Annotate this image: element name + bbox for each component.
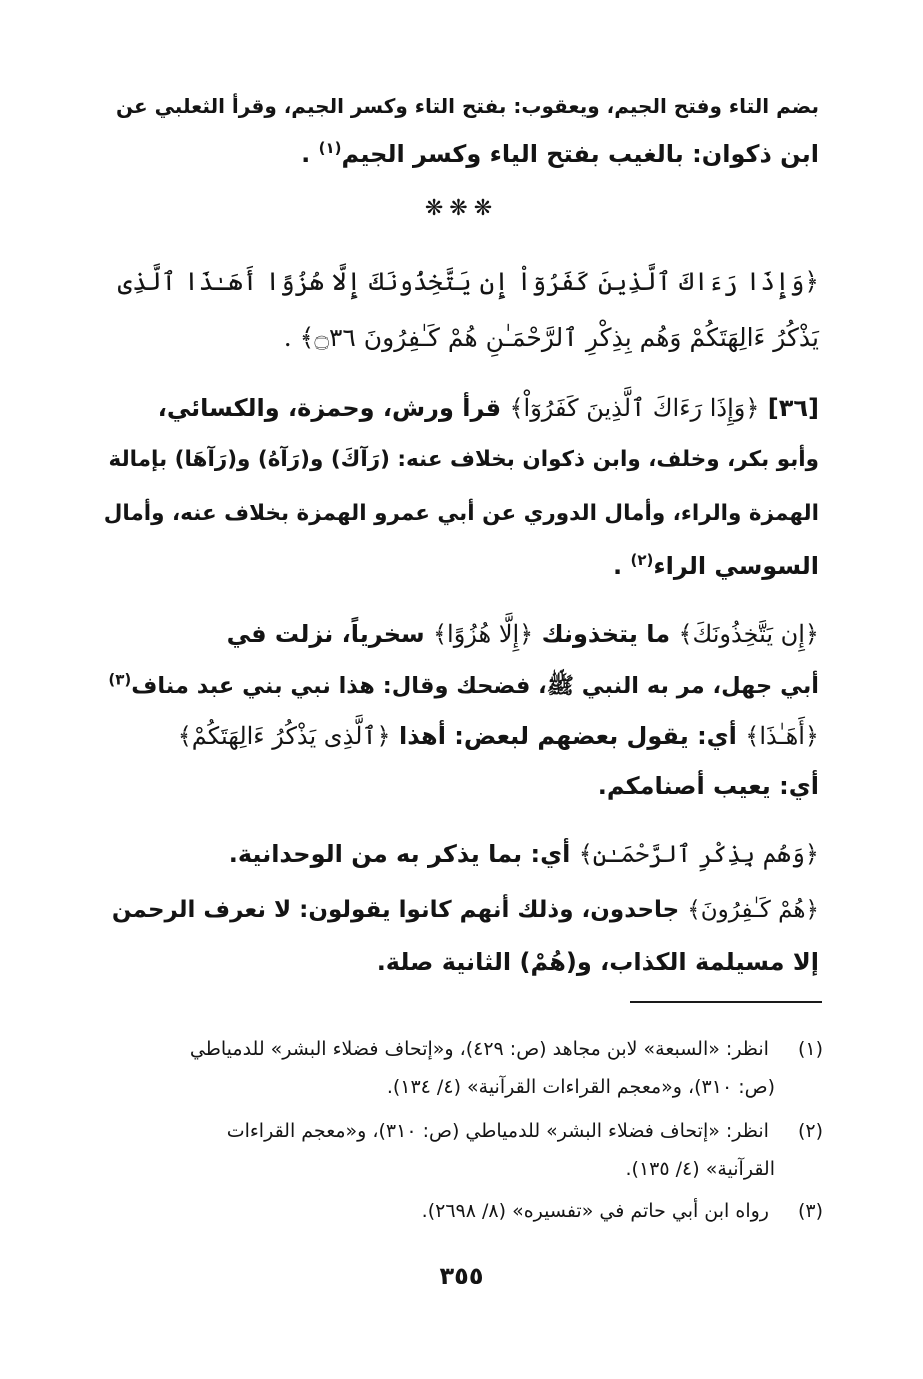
para1-line-3 xyxy=(104,494,819,534)
para1-line-1 xyxy=(158,388,819,428)
footnote-2-number: (٢) xyxy=(797,1120,823,1142)
para2-line-2 xyxy=(108,666,819,706)
verse-line-1-text: ﴿وَإِذَا رَءَاكَ ٱلَّذِينَ كَفَرُوٓاْ إِن يَتَّخِذُونَكَ إِلَّا هُزُوًا أَهَـٰذَا ٱلَّذِى xyxy=(117,267,819,296)
footnote-2-line-2: القرآنية» (٤/ ١٣٥). xyxy=(625,1158,775,1180)
para2-quran-quote-3: ﴿أَهَـٰذَا﴾ xyxy=(745,722,819,750)
para4-line-2 xyxy=(377,942,819,982)
footnote-2 xyxy=(227,1116,823,1146)
para2-quran-quote-1: ﴿إِن يَتَّخِذُونَكَ﴾ xyxy=(678,620,819,648)
verse-line-2 xyxy=(284,318,819,358)
para4-line-1-text: جاحدون، وذلك أنهم كانوا يقولون: لا نعرف الرحمن xyxy=(111,897,680,923)
para3-line-1 xyxy=(229,834,819,874)
para1-line-2-text: وأبو بكر، وخلف، وابن ذكوان بخلاف عنه: (رَآكَ) و(رَآهُ) و(رَآهَا) بإمالة xyxy=(108,447,819,472)
footnote-2-cont xyxy=(626,1154,775,1184)
para2-line-1 xyxy=(227,614,819,654)
para1-line-4 xyxy=(613,546,819,586)
para2-line-1-mid: ما يتخذونك xyxy=(541,620,671,648)
para1-line-2 xyxy=(109,440,819,480)
para2-line-3 xyxy=(178,716,819,756)
footnote-3 xyxy=(422,1196,823,1226)
footnote-1-line-2: (ص: ٣١٠)، و«معجم القراءات القرآنية» (٤/ ١٣٤). xyxy=(386,1076,775,1098)
intro-line-2-end: . xyxy=(301,140,311,168)
para2-line-1-text: سخرياً، نزلت في xyxy=(226,620,425,648)
footnote-3-line-1: رواه ابن أبي حاتم في «تفسيره» (٨/ ٢٦٩٨). xyxy=(421,1200,769,1222)
footnote-ref-2[interactable]: (٢) xyxy=(630,551,654,569)
intro-line-2 xyxy=(301,134,819,174)
intro-line-1-text: بضم التاء وفتح الجيم، ويعقوب: بفتح التاء وكسر الجيم، وقرأ الثعلبي عن xyxy=(115,94,819,118)
para3-quran-quote: ﴿وَهُم بِذِكْرِ ٱلرَّحْمَـٰنِ﴾ xyxy=(578,840,819,868)
verse-line-1 xyxy=(118,262,819,302)
footnote-2-line-1: انظر: «إتحاف فضلاء البشر» للدمياطي (ص: ٣١٠)، و«معجم القراءات xyxy=(226,1120,769,1142)
para4-quran-quote: ﴿هُمْ كَـٰفِرُونَ﴾ xyxy=(687,897,819,923)
page-number: ٣٥٥ xyxy=(439,1262,484,1290)
para4-line-1 xyxy=(112,890,819,930)
para2-quran-quote-4: ﴿ٱلَّذِى يَذْكُرُ ءَالِهَتَكُمْ﴾ xyxy=(177,722,391,750)
para1-line-4-text: السوسي الراء xyxy=(653,552,819,580)
para2-quran-quote-2: ﴿إِلَّا هُزُوًا﴾ xyxy=(432,620,534,648)
para4-line-2-text: إلا مسيلمة الكذاب، و(هُمْ) الثانية صلة. xyxy=(376,948,819,976)
para3-text: أي: بما يذكر به من الوحدانية. xyxy=(228,840,571,868)
footnote-1 xyxy=(190,1034,823,1064)
footnote-ref-1[interactable]: (١) xyxy=(318,139,342,157)
verse-line-2-text: يَذْكُرُ ءَالِهَتَكُمْ وَهُم بِذِكْرِ ٱلرَّحْمَـٰنِ هُمْ كَـٰفِرُونَ ۝٣٦﴾ . xyxy=(283,323,819,352)
intro-line-2-text: ابن ذكوان: بالغيب بفتح الياء وكسر الجيم xyxy=(341,140,819,168)
footnote-3-number: (٣) xyxy=(797,1200,823,1222)
section-separator: ❋❋❋ xyxy=(424,196,499,221)
footnote-1-line-1: انظر: «السبعة» لابن مجاهد (ص: ٤٢٩)، و«إتحاف فضلاء البشر» للدمياطي xyxy=(189,1038,769,1060)
verse-number-label: [٣٦] xyxy=(767,394,819,422)
footnote-ref-3[interactable]: (٣) xyxy=(108,670,132,689)
para1-line-4-end: . xyxy=(613,552,623,580)
para1-line-1-text: قرأ ورش، وحمزة، والكسائي، xyxy=(157,394,502,422)
para2-line-2-text: أبي جهل، مر به النبي ﷺ، فضحك وقال: هذا نبي بني عبد مناف xyxy=(131,673,819,699)
para2-line-4-text: أي: يعيب أصنامكم. xyxy=(597,772,819,800)
para2-line-4 xyxy=(598,766,819,806)
para1-line-3-text: الهمزة والراء، وأمال الدوري عن أبي عمرو الهمزة بخلاف عنه، وأمال xyxy=(103,501,819,526)
footnote-divider xyxy=(630,1001,822,1003)
footnote-1-cont xyxy=(387,1072,775,1102)
para2-line-3-mid: أي: يقول بعضهم لبعض: أهذا xyxy=(398,722,737,750)
intro-line-1 xyxy=(116,86,819,126)
para1-quran-quote: ﴿وَإِذَا رَءَاكَ ٱلَّذِينَ كَفَرُوٓاْ﴾ xyxy=(509,394,760,422)
footnote-1-number: (١) xyxy=(797,1038,823,1060)
